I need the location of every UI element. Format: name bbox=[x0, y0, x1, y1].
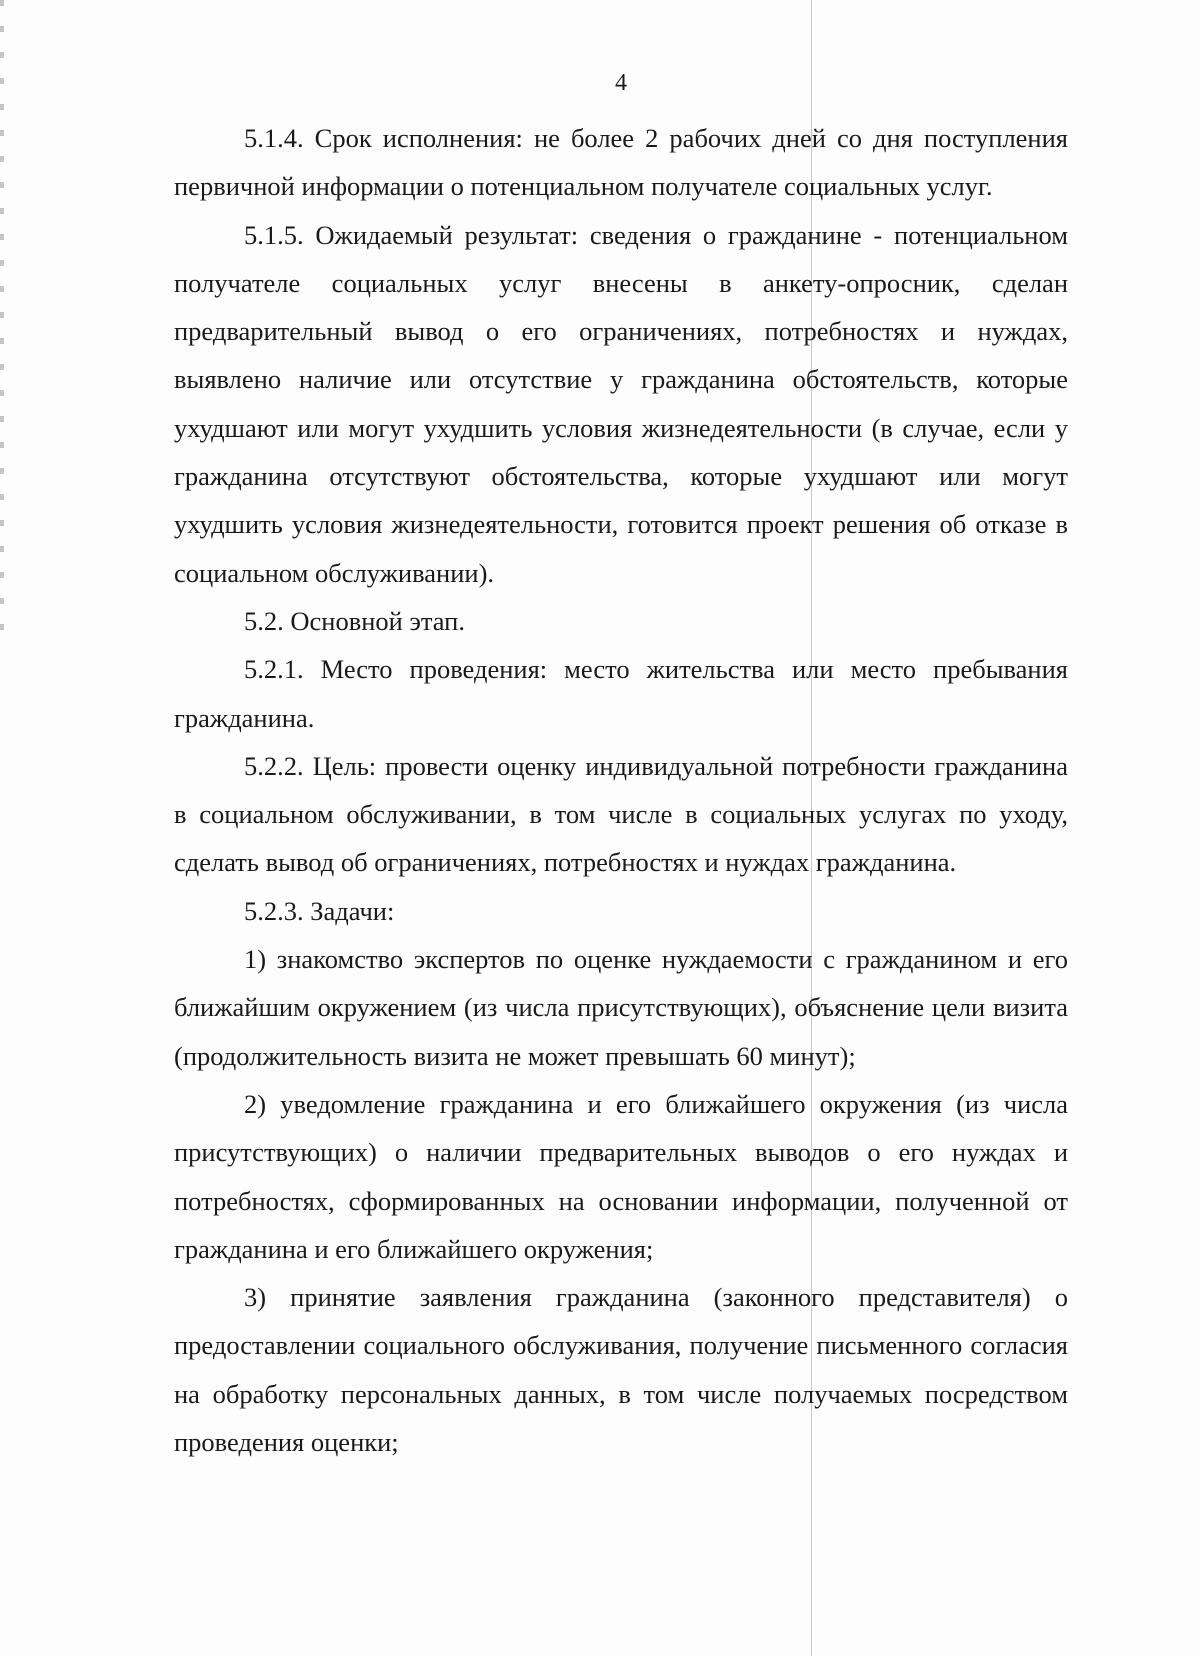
document-body bbox=[174, 114, 1068, 1466]
list-item-3: 3) принятие заявления гражданина (законного представителя) о предоставлении социального обслуживания, получение письменного согласия на обработку персональных данных, в том числе получаемых посредством проведения оценки; bbox=[174, 1282, 1068, 1458]
list-item-2: 2) уведомление гражданина и его ближайшего окружения (из числа присутствующих) о наличии предварительных выводов о его нуждах и потребностях, сформированных на основании информации, полученной от гражданина и его ближайшего окружения; bbox=[174, 1088, 1068, 1264]
list-item-1: 1) знакомство экспертов по оценке нуждаемости с гражданином и его ближайшим окружением (из числа присутствующих), объяснение цели визита (продолжительность визита не может превышать 60 минут); bbox=[174, 944, 1068, 1071]
paragraph-5-2-3: 5.2.3. Задачи: bbox=[244, 895, 395, 926]
paragraph-5-1-4: 5.1.4. Срок исполнения: не более 2 рабочих дней со дня поступления первичной информации о потенциальном получателе социальных услуг. bbox=[174, 123, 1068, 202]
page-number: 4 bbox=[615, 70, 627, 96]
paragraph-5-2-1: 5.2.1. Место проведения: место жительства или место пребывания гражданина. bbox=[174, 654, 1068, 733]
paragraph-5-2: 5.2. Основной этап. bbox=[244, 605, 465, 636]
paragraph-5-2-2: 5.2.2. Цель: провести оценку индивидуальной потребности гражданина в социальном обслуживании, в том числе в социальных услугах по уходу, сделать вывод об ограничениях, потребностях и нуждах гражданина. bbox=[174, 750, 1068, 878]
paragraph-5-1-5: 5.1.5. Ожидаемый результат: сведения о гражданине - потенциальном получателе социальных услуг внесены в анкету-опросник, сделан предварительный вывод о его ограничениях, потребностях и нуждах, выявлено наличие или отсутствие у гражданина обстоятельств, которые ухудшают или могут ухудшить условия жизнедеятельности (в случае, если у гражданина отсутствуют обстоятельства, которые ухудшают или могут ухудшить условия жизнедеятельности, готовится проект решения об отказе в социальном обслуживании). bbox=[174, 219, 1068, 588]
